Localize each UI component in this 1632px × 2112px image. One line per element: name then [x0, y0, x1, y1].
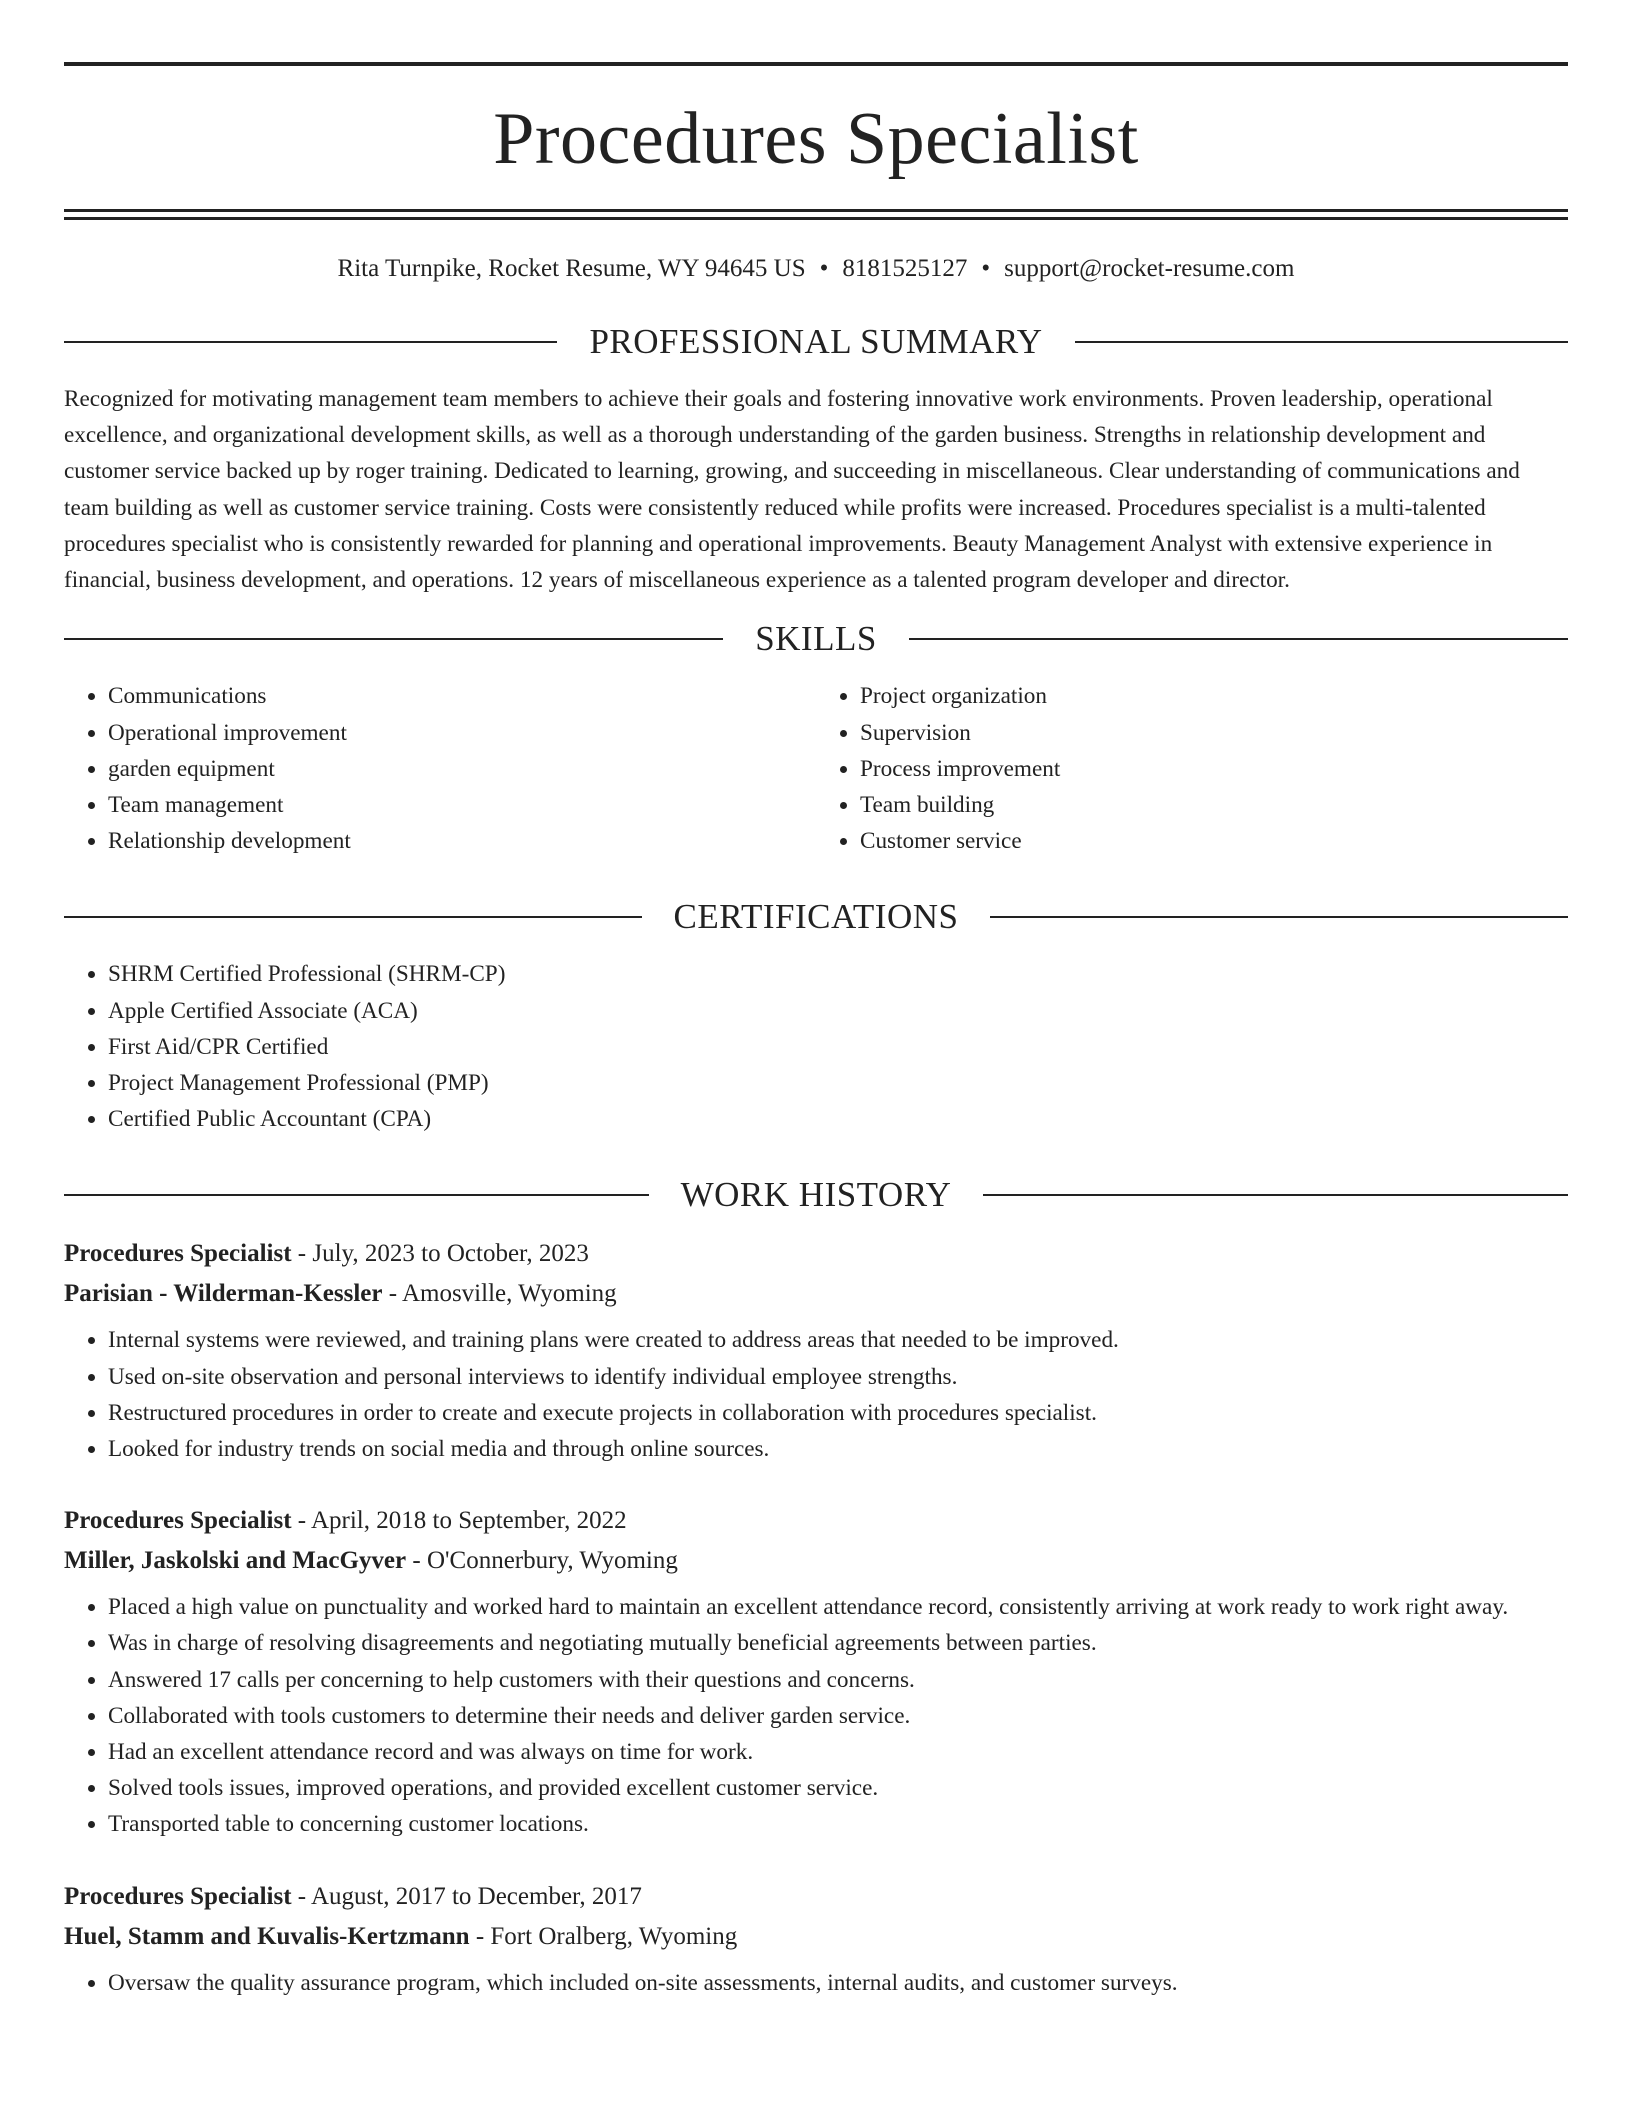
certification-item: • First Aid/CPR Certified — [108, 1029, 1568, 1065]
job-bullet: • Had an excellent attendance record and was always on time for work. — [108, 1734, 1568, 1770]
certification-item: • Certified Public Accountant (CPA) — [108, 1101, 1568, 1137]
contact-line — [64, 254, 1568, 284]
certification-item: • Apple Certified Associate (ACA) — [108, 993, 1568, 1029]
page-title: Procedures Specialist — [493, 98, 1139, 180]
contact-separator: • — [981, 255, 991, 282]
job-company: Parisian - Wilderman-Kessler — [64, 1280, 383, 1308]
divider-line — [64, 1194, 649, 1196]
job-entry — [64, 1501, 1568, 1842]
contact-phone: 8181525127 — [842, 255, 968, 282]
section-title-work-history: WORK HISTORY — [680, 1175, 952, 1215]
job-bullets — [64, 1965, 1568, 2001]
skill-item: • Operational improvement — [108, 715, 816, 751]
divider-line — [64, 341, 557, 343]
divider-line — [990, 916, 1568, 918]
job-bullet: • Was in charge of resolving disagreements and negotiating mutually beneficial agreements between parties. — [108, 1625, 1568, 1661]
job-title-line — [64, 1877, 1568, 1917]
divider-line — [64, 638, 723, 640]
section-title-certifications: CERTIFICATIONS — [673, 897, 959, 937]
title-double-rule — [64, 209, 1568, 220]
skills-column-left — [64, 678, 816, 859]
job-title: Procedures Specialist — [64, 1240, 292, 1268]
job-bullet: • Collaborated with tools customers to determine their needs and deliver garden service. — [108, 1698, 1568, 1734]
divider-line — [909, 638, 1568, 640]
job-company: Miller, Jaskolski and MacGyver — [64, 1547, 407, 1575]
job-dates: - April, 2018 to September, 2022 — [291, 1507, 627, 1535]
job-dates: - July, 2023 to October, 2023 — [291, 1240, 589, 1268]
contact-separator: • — [819, 255, 829, 282]
skill-item: • Relationship development — [108, 823, 816, 859]
skill-item: • Communications — [108, 678, 816, 714]
skill-item: • Supervision — [860, 715, 1568, 751]
job-company: Huel, Stamm and Kuvalis-Kertzmann — [64, 1922, 470, 1950]
job-bullet: • Placed a high value on punctuality and worked hard to maintain an excellent attendance record, consistently arriving at work ready to work right away. — [108, 1589, 1568, 1625]
skill-item: • Customer service — [860, 823, 1568, 859]
section-header-certifications — [64, 897, 1568, 937]
job-title: Procedures Specialist — [64, 1882, 292, 1910]
job-entry — [64, 1877, 1568, 2001]
skill-item: • Team building — [860, 787, 1568, 823]
skills-column-right — [816, 678, 1568, 859]
certification-item: • SHRM Certified Professional (SHRM-CP) — [108, 956, 1568, 992]
job-title-line — [64, 1234, 1568, 1274]
job-entry — [64, 1234, 1568, 1467]
top-rule — [64, 62, 1568, 66]
job-location: - Amosville, Wyoming — [382, 1280, 617, 1308]
section-title-skills: SKILLS — [755, 619, 877, 659]
job-bullet: • Solved tools issues, improved operations, and provided excellent customer service. — [108, 1770, 1568, 1806]
job-title-line — [64, 1501, 1568, 1541]
contact-address: Rita Turnpike, Rocket Resume, WY 94645 US — [337, 255, 806, 282]
section-title-summary: PROFESSIONAL SUMMARY — [589, 322, 1043, 361]
job-location: - Fort Oralberg, Wyoming — [469, 1922, 738, 1950]
job-bullet: • Restructured procedures in order to create and execute projects in collaboration with procedures specialist. — [108, 1395, 1568, 1431]
job-bullet: • Oversaw the quality assurance program, which included on-site assessments, internal audits, and customer surveys. — [108, 1965, 1568, 2001]
divider-line — [983, 1194, 1568, 1196]
skill-item: • Project organization — [860, 678, 1568, 714]
divider-line — [64, 916, 642, 918]
divider-line — [1075, 341, 1568, 343]
section-header-work-history — [64, 1175, 1568, 1215]
job-location: - O'Connerbury, Wyoming — [406, 1547, 678, 1575]
job-bullets — [64, 1322, 1568, 1467]
job-title: Procedures Specialist — [64, 1507, 292, 1535]
skill-item: • garden equipment — [108, 751, 816, 787]
job-bullet: • Internal systems were reviewed, and training plans were created to address areas that needed to be improved. — [108, 1322, 1568, 1358]
certifications-list — [64, 956, 1568, 1137]
contact-email: support@rocket-resume.com — [1004, 255, 1295, 282]
job-company-line — [64, 1541, 1568, 1581]
job-bullet: • Transported table to concerning customer locations. — [108, 1806, 1568, 1842]
job-bullet: • Used on-site observation and personal interviews to identify individual employee strengths. — [108, 1359, 1568, 1395]
summary-text: Recognized for motivating management team members to achieve their goals and fostering innovative work environments. Proven leadership, operational excellence, and organizational development skills, as well as a thorough understanding of the garden business. Strengths in relationship development and customer service backed up by roger training. Dedicated to learning, growing, and succeeding in miscellaneous. Clear understanding of communications and team building as well as customer service training. Costs were consistently reduced while profits were increased. Procedures specialist is a multi-talented procedures specialist who is consistently rewarded for planning and operational improvements. Beauty Management Analyst with extensive experience in financial, business development, and operations. 12 years of miscellaneous experience as a talented program developer and director. — [64, 386, 1520, 594]
job-bullets — [64, 1589, 1568, 1842]
skill-item: • Team management — [108, 787, 816, 823]
skills-list — [64, 678, 1568, 859]
section-header-summary — [64, 324, 1568, 359]
section-header-skills — [64, 619, 1568, 659]
certification-item: • Project Management Professional (PMP) — [108, 1065, 1568, 1101]
job-company-line — [64, 1274, 1568, 1314]
job-dates: - August, 2017 to December, 2017 — [291, 1882, 642, 1910]
job-company-line — [64, 1917, 1568, 1957]
skill-item: • Process improvement — [860, 751, 1568, 787]
job-bullet: • Answered 17 calls per concerning to help customers with their questions and concerns. — [108, 1662, 1568, 1698]
job-bullet: • Looked for industry trends on social media and through online sources. — [108, 1431, 1568, 1467]
